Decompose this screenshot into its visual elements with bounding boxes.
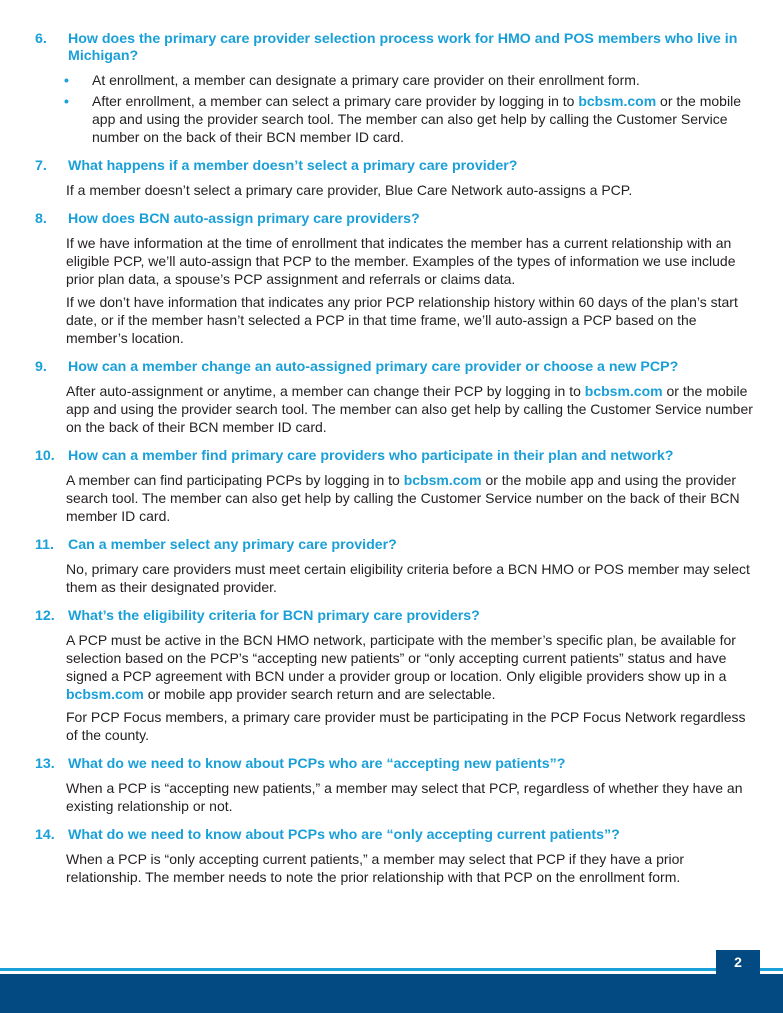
answer-bullet xyxy=(0,71,783,89)
faq-question xyxy=(0,827,783,844)
faq-answer xyxy=(0,560,783,596)
faq-question xyxy=(0,359,783,376)
faq-list xyxy=(0,31,783,898)
question-text: How can a member find primary care providers who participate in their plan and network? xyxy=(68,448,674,464)
answer-text: A member can find participating PCPs by logging in to xyxy=(66,472,404,488)
bcbsm-link[interactable]: bcbsm.com xyxy=(584,383,663,399)
answer-text: After enrollment, a member can select a primary care provider by logging in to xyxy=(92,93,579,109)
question-number: 8. xyxy=(35,211,47,227)
faq-item xyxy=(0,359,783,436)
question-number: 10. xyxy=(35,448,55,464)
answer-text: At enrollment, a member can designate a primary care provider on their enrollment form. xyxy=(92,72,640,88)
faq-question xyxy=(0,448,783,465)
faq-question xyxy=(0,537,783,554)
answer-text: After auto-assignment or anytime, a member can change their PCP by logging in to xyxy=(66,383,585,399)
question-text: What do we need to know about PCPs who are “accepting new patients”? xyxy=(68,756,566,772)
question-number: 7. xyxy=(35,158,47,174)
question-text: How does the primary care provider selection process work for HMO and POS members who live in Michigan? xyxy=(68,31,738,64)
bcbsm-link[interactable]: bcbsm.com xyxy=(66,686,144,702)
question-text: How does BCN auto-assign primary care providers? xyxy=(68,211,420,227)
faq-answer xyxy=(0,471,783,525)
question-number: 9. xyxy=(35,359,47,375)
question-number: 6. xyxy=(35,31,47,47)
bullet-icon: • xyxy=(64,93,69,109)
question-text: What’s the eligibility criteria for BCN primary care providers? xyxy=(68,608,480,624)
bcbsm-link[interactable]: bcbsm.com xyxy=(403,472,482,488)
faq-answer xyxy=(0,382,783,436)
answer-text: No, primary care providers must meet certain eligibility criteria before a BCN HMO or POS member may select them as their designated provider. xyxy=(66,561,750,595)
answer-text: If a member doesn’t select a primary care provider, Blue Care Network auto-assigns a PCP. xyxy=(66,182,633,198)
answer-text: or the mobile app and using the provider search tool. The member can also get help by calling the Customer Service number on the back of their BCN member ID card. xyxy=(92,93,741,145)
answer-bullet-list xyxy=(0,71,783,146)
answer-text: For PCP Focus members, a primary care provider must be participating in the PCP Focus Network regardless of the county. xyxy=(66,709,746,743)
faq-question xyxy=(0,158,783,175)
question-number: 12. xyxy=(35,608,55,624)
faq-answer xyxy=(0,631,783,703)
faq-question xyxy=(0,31,783,65)
bullet-icon: • xyxy=(64,72,69,88)
faq-answer xyxy=(0,850,783,886)
faq-item xyxy=(0,31,783,146)
question-text: Can a member select any primary care provider? xyxy=(68,537,397,553)
question-text: What do we need to know about PCPs who are “only accepting current patients”? xyxy=(68,827,620,843)
bcbsm-link[interactable]: bcbsm.com xyxy=(578,93,657,109)
question-number: 13. xyxy=(35,756,55,772)
page-number: 2 xyxy=(716,950,760,974)
faq-answer xyxy=(0,708,783,744)
answer-text: If we have information at the time of enrollment that indicates the member has a current relationship with an eligible PCP, we’ll auto-assign that PCP to the member. Examples of the types of information we use include prior plan data, a spouse’s PCP assignment and referrals or claims data. xyxy=(66,235,736,287)
faq-item xyxy=(0,537,783,596)
faq-item xyxy=(0,448,783,525)
faq-answer xyxy=(0,779,783,815)
faq-answer xyxy=(0,234,783,288)
faq-item xyxy=(0,158,783,199)
faq-item xyxy=(0,608,783,744)
answer-text: or the mobile app and using the provider search tool. The member can also get help by calling the Customer Service number on the back of their BCN member ID card. xyxy=(66,472,740,524)
faq-question xyxy=(0,608,783,625)
footer-bar xyxy=(0,974,783,1013)
answer-text: When a PCP is “only accepting current patients,” a member may select that PCP if they have a prior relationship. The member needs to note the prior relationship with that PCP on the enrollment form. xyxy=(66,851,685,885)
answer-text: A PCP must be active in the BCN HMO network, participate with the member’s specific plan, be available for selection based on the PCP’s “accepting new patients” or “only accepting current patients” status and have signed a PCP agreement with BCN under a provider group or location. Only eligible providers show up in a xyxy=(66,632,736,684)
question-number: 14. xyxy=(35,827,55,843)
footer-accent-line xyxy=(0,968,783,971)
faq-item xyxy=(0,756,783,815)
faq-item xyxy=(0,827,783,886)
question-text: How can a member change an auto-assigned primary care provider or choose a new PCP? xyxy=(68,359,679,375)
question-text: What happens if a member doesn’t select a primary care provider? xyxy=(68,158,518,174)
answer-text: or mobile app provider search return and are selectable. xyxy=(143,686,496,702)
answer-text: When a PCP is “accepting new patients,” a member may select that PCP, regardless of whether they have an existing relationship or not. xyxy=(66,780,743,814)
answer-text: or the mobile app and using the provider search tool. The member can also get help by calling the Customer Service number on the back of their BCN member ID card. xyxy=(66,383,753,435)
answer-bullet xyxy=(0,92,783,146)
question-number: 11. xyxy=(35,537,54,553)
answer-text: If we don’t have information that indicates any prior PCP relationship history within 60 days of the plan’s start date, or if the member hasn’t selected a PCP in that time frame, we’ll auto-assign a PCP based on the member’s location. xyxy=(66,294,738,346)
faq-question xyxy=(0,756,783,773)
faq-answer xyxy=(0,293,783,347)
faq-question xyxy=(0,211,783,228)
faq-item xyxy=(0,211,783,347)
faq-answer xyxy=(0,181,783,199)
